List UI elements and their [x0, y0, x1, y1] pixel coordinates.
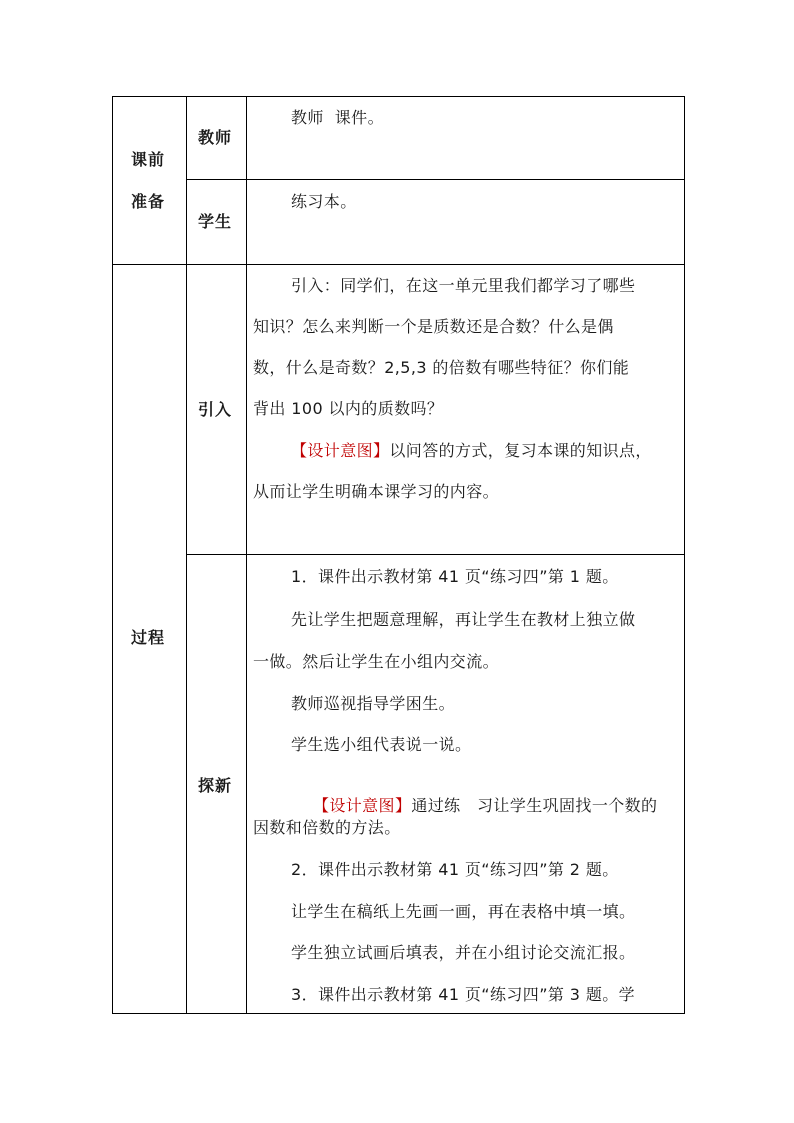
explore-design-intent-line-2: 因数和倍数的方法。 — [253, 818, 401, 837]
explore-line-8: 学生独立试画后填表，并在小组讨论交流汇报。 — [291, 943, 636, 962]
explore-line-9: 3．课件出示教材第 41 页“练习四”第 3 题。学 — [291, 985, 636, 1004]
teacher-materials-text: 教师 课件。 — [291, 108, 384, 127]
table-left-border — [112, 96, 113, 1014]
table-bottom-border — [112, 1013, 685, 1014]
prep-section-label-line1: 课前 — [131, 150, 166, 169]
explore-design-intent-tag: 【设计意图】 — [312, 796, 412, 815]
table-top-border — [112, 96, 685, 97]
student-label: 学生 — [198, 212, 233, 231]
explore-line-3: 一做。然后让学生在小组内交流。 — [253, 652, 500, 671]
process-section-label: 过程 — [131, 628, 166, 647]
intro-line-2: 知识？怎么来判断一个是质数还是合数？什么是偶 — [253, 317, 614, 336]
column-divider-1 — [186, 96, 187, 1014]
row-divider-intro-explore — [186, 554, 685, 555]
explore-line-7: 让学生在稿纸上先画一画，再在表格中填一填。 — [291, 902, 636, 921]
row-divider-teacher-student — [186, 179, 685, 180]
explore-label: 探新 — [198, 776, 233, 795]
intro-design-intent-tag: 【设计意图】 — [291, 441, 390, 460]
intro-line-4: 背出 100 以内的质数吗？ — [253, 399, 444, 418]
explore-line-4: 教师巡视指导学困生。 — [291, 694, 456, 713]
teacher-label: 教师 — [198, 128, 233, 147]
intro-label: 引入 — [198, 400, 233, 419]
explore-line-6: 2．课件出示教材第 41 页“练习四”第 2 题。 — [291, 860, 619, 879]
intro-design-intent-line-2: 从而让学生明确本课学习的内容。 — [253, 482, 500, 501]
intro-design-intent — [291, 441, 681, 461]
intro-line-1: 引入：同学们，在这一单元里我们都学习了哪些 — [291, 276, 636, 295]
explore-design-intent-text: 通过练 习让学生巩固找一个数的 — [411, 796, 658, 815]
prep-section-label-line2: 准备 — [131, 192, 166, 211]
row-divider-prep-process — [112, 264, 685, 265]
explore-line-2: 先让学生把题意理解，再让学生在教材上独立做 — [291, 610, 636, 629]
intro-design-intent-text: 以问答的方式，复习本课的知识点， — [389, 441, 652, 460]
explore-line-5: 学生选小组代表说一说。 — [291, 735, 472, 754]
student-materials-text: 练习本。 — [291, 192, 357, 211]
explore-line-1: 1．课件出示教材第 41 页“练习四”第 1 题。 — [291, 567, 619, 586]
table-right-border — [684, 96, 685, 1014]
column-divider-2 — [246, 96, 247, 1014]
intro-line-3: 数，什么是奇数？2,5,3 的倍数有哪些特征？你们能 — [253, 358, 630, 377]
